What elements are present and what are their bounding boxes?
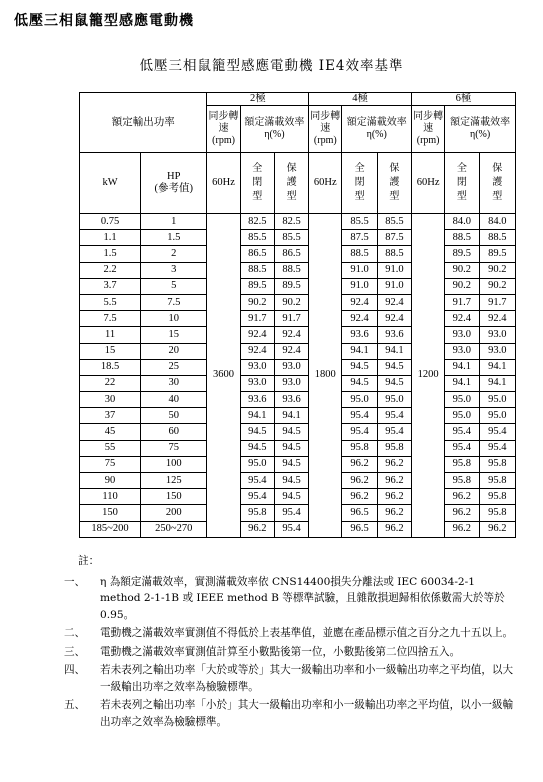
efficiency-enclosed-cell: 94.1 [445, 375, 479, 391]
protected-header [377, 153, 411, 214]
note-text: 電動機之滿載效率實測值計算至小數點後第一位，小數點後第二位四捨五入。 [100, 645, 461, 658]
efficiency-protected-cell: 95.4 [479, 440, 516, 456]
efficiency-enclosed-cell: 92.4 [342, 311, 377, 327]
kw-cell: 90 [80, 473, 141, 489]
efficiency-enclosed-cell: 87.5 [342, 230, 377, 246]
efficiency-enclosed-cell: 85.5 [342, 214, 377, 230]
notes-list [64, 574, 518, 731]
hp-cell: 200 [141, 505, 207, 521]
efficiency-enclosed-cell: 91.7 [240, 311, 274, 327]
efficiency-protected-cell: 95.4 [274, 505, 308, 521]
efficiency-enclosed-cell: 93.0 [240, 375, 274, 391]
efficiency-protected-cell: 92.4 [479, 311, 516, 327]
efficiency-enclosed-cell: 96.2 [445, 505, 479, 521]
efficiency-enclosed-cell: 82.5 [240, 214, 274, 230]
table-row [80, 392, 516, 408]
efficiency-enclosed-cell: 94.5 [240, 424, 274, 440]
efficiency-enclosed-cell: 96.2 [342, 489, 377, 505]
efficiency-enclosed-cell: 94.1 [445, 359, 479, 375]
efficiency-enclosed-cell: 95.8 [342, 440, 377, 456]
efficiency-protected-cell: 93.6 [377, 327, 411, 343]
efficiency-enclosed-cell: 88.5 [342, 246, 377, 262]
kw-cell: 110 [80, 489, 141, 505]
efficiency-enclosed-cell: 95.0 [342, 392, 377, 408]
efficiency-enclosed-cell: 94.1 [342, 343, 377, 359]
efficiency-protected-cell: 91.7 [274, 311, 308, 327]
efficiency-protected-cell: 91.0 [377, 262, 411, 278]
efficiency-enclosed-cell: 84.0 [445, 214, 479, 230]
efficiency-enclosed-cell: 95.4 [342, 424, 377, 440]
hp-cell: 20 [141, 343, 207, 359]
efficiency-protected-cell: 95.0 [479, 392, 516, 408]
efficiency-protected-cell: 95.8 [479, 505, 516, 521]
efficiency-protected-cell: 89.5 [274, 278, 308, 294]
table-row [80, 489, 516, 505]
efficiency-header: 額定滿載效率 η(%) [445, 106, 516, 153]
efficiency-enclosed-cell: 92.4 [240, 343, 274, 359]
efficiency-enclosed-cell: 95.4 [240, 489, 274, 505]
kw-cell: 185~200 [80, 521, 141, 537]
table-row [80, 505, 516, 521]
efficiency-enclosed-cell: 94.1 [240, 408, 274, 424]
efficiency-protected-cell: 90.2 [274, 294, 308, 310]
kw-cell: 5.5 [80, 294, 141, 310]
efficiency-enclosed-cell: 95.4 [240, 473, 274, 489]
kw-cell: 15 [80, 343, 141, 359]
protected-label: 保護型 [492, 163, 503, 202]
hp-label: HP [167, 171, 181, 182]
sync-speed-cell: 3600 [207, 214, 240, 538]
pole-2-header: 2極 [207, 93, 309, 106]
freq-header: 60Hz [309, 153, 342, 214]
efficiency-protected-cell: 94.5 [274, 424, 308, 440]
efficiency-enclosed-cell: 85.5 [240, 230, 274, 246]
efficiency-enclosed-cell: 94.5 [342, 359, 377, 375]
efficiency-enclosed-cell: 93.0 [445, 343, 479, 359]
efficiency-protected-cell: 96.2 [377, 489, 411, 505]
efficiency-enclosed-cell: 94.5 [240, 440, 274, 456]
efficiency-protected-cell: 95.0 [479, 408, 516, 424]
efficiency-enclosed-cell: 95.8 [445, 456, 479, 472]
efficiency-protected-cell: 91.0 [377, 278, 411, 294]
efficiency-enclosed-cell: 93.6 [342, 327, 377, 343]
table-row [80, 408, 516, 424]
efficiency-enclosed-cell: 96.2 [445, 521, 479, 537]
document-heading: 低壓三相鼠籠型感應電動機 [14, 13, 194, 29]
efficiency-protected-cell: 95.8 [377, 440, 411, 456]
hp-cell: 7.5 [141, 294, 207, 310]
table-title: 低壓三相鼠籠型感應電動機 IE4效率基準 [139, 58, 404, 74]
efficiency-enclosed-cell: 91.7 [445, 294, 479, 310]
efficiency-table [79, 92, 516, 538]
efficiency-protected-cell: 95.4 [377, 424, 411, 440]
efficiency-enclosed-cell: 89.5 [445, 246, 479, 262]
efficiency-protected-cell: 92.4 [377, 294, 411, 310]
kw-cell: 45 [80, 424, 141, 440]
efficiency-protected-cell: 93.0 [274, 359, 308, 375]
sync-speed-cell: 1800 [309, 214, 342, 538]
efficiency-protected-cell: 93.0 [274, 375, 308, 391]
efficiency-protected-cell: 94.5 [377, 359, 411, 375]
hp-cell: 75 [141, 440, 207, 456]
efficiency-enclosed-cell: 93.6 [240, 392, 274, 408]
enclosed-header [445, 153, 479, 214]
efficiency-protected-cell: 93.6 [274, 392, 308, 408]
hp-header [141, 153, 207, 214]
kw-cell: 18.5 [80, 359, 141, 375]
enclosed-label: 全閉型 [252, 163, 263, 202]
efficiency-enclosed-cell: 96.2 [342, 456, 377, 472]
table-row [80, 246, 516, 262]
note-number: 二、 [64, 627, 86, 639]
table-row [80, 214, 516, 230]
notes-label: 註： [78, 555, 100, 567]
efficiency-protected-cell: 90.2 [479, 262, 516, 278]
efficiency-protected-cell: 95.4 [274, 521, 308, 537]
efficiency-enclosed-cell: 91.0 [342, 278, 377, 294]
kw-cell: 2.2 [80, 262, 141, 278]
hp-cell: 150 [141, 489, 207, 505]
efficiency-enclosed-cell: 89.5 [240, 278, 274, 294]
efficiency-protected-cell: 94.1 [377, 343, 411, 359]
efficiency-protected-cell: 89.5 [479, 246, 516, 262]
note-text: η 為額定滿載效率，實測滿載效率依 CNS14400損失分離法或 IEC 60034-2-1 method 2-1-1B 或 IEEE method B 等標準試驗，且雜散損迴歸相依係數需大於等於0.95。 [100, 575, 505, 621]
hp-cell: 60 [141, 424, 207, 440]
kw-cell: 1.1 [80, 230, 141, 246]
efficiency-protected-cell: 96.2 [479, 521, 516, 537]
efficiency-protected-cell: 85.5 [274, 230, 308, 246]
efficiency-enclosed-cell: 95.8 [240, 505, 274, 521]
freq-header: 60Hz [412, 153, 445, 214]
kw-cell: 37 [80, 408, 141, 424]
efficiency-protected-cell: 94.5 [274, 440, 308, 456]
hp-cell: 25 [141, 359, 207, 375]
efficiency-enclosed-cell: 92.4 [240, 327, 274, 343]
efficiency-enclosed-cell: 95.4 [445, 424, 479, 440]
efficiency-enclosed-cell: 92.4 [445, 311, 479, 327]
efficiency-protected-cell: 84.0 [479, 214, 516, 230]
protected-label: 保護型 [389, 163, 400, 202]
table-row [80, 343, 516, 359]
table-row [80, 278, 516, 294]
sync-speed-header: 同步轉速(rpm) [207, 106, 240, 153]
efficiency-protected-cell: 92.4 [274, 327, 308, 343]
efficiency-protected-cell: 88.5 [479, 230, 516, 246]
hp-cell: 15 [141, 327, 207, 343]
efficiency-enclosed-cell: 95.8 [445, 473, 479, 489]
efficiency-protected-cell: 95.4 [479, 424, 516, 440]
efficiency-protected-cell: 85.5 [377, 214, 411, 230]
hp-cell: 5 [141, 278, 207, 294]
efficiency-protected-cell: 96.2 [377, 473, 411, 489]
efficiency-protected-cell: 91.7 [479, 294, 516, 310]
table-row [80, 521, 516, 537]
efficiency-protected-cell: 87.5 [377, 230, 411, 246]
table-row [80, 375, 516, 391]
efficiency-protected-cell: 92.4 [274, 343, 308, 359]
kw-cell: 22 [80, 375, 141, 391]
efficiency-enclosed-cell: 95.0 [445, 392, 479, 408]
efficiency-enclosed-cell: 88.5 [445, 230, 479, 246]
efficiency-protected-cell: 94.5 [377, 375, 411, 391]
table-row [80, 440, 516, 456]
kw-cell: 150 [80, 505, 141, 521]
table-row [80, 294, 516, 310]
hp-cell: 30 [141, 375, 207, 391]
sync-speed-header: 同步轉速(rpm) [412, 106, 445, 153]
note-item [64, 625, 518, 642]
notes-section [64, 553, 518, 730]
efficiency-protected-cell: 95.8 [479, 456, 516, 472]
efficiency-protected-cell: 94.5 [274, 489, 308, 505]
note-text: 若未表列之輸出功率「小於」其大一級輸出功率和小一級輸出功率之平均值，以小一級輸出功率之效率為檢驗標準。 [100, 699, 514, 728]
note-text: 電動機之滿載效率實測值不得低於上表基準值，並應在產品標示值之百分之九十五以上。 [100, 627, 514, 639]
table-row [80, 473, 516, 489]
pole-6-header: 6極 [412, 93, 516, 106]
kw-cell: 3.7 [80, 278, 141, 294]
efficiency-enclosed-cell: 96.2 [445, 489, 479, 505]
sync-speed-header: 同步轉速(rpm) [309, 106, 342, 153]
table-row [80, 311, 516, 327]
note-number: 三、 [64, 645, 86, 658]
efficiency-protected-cell: 88.5 [274, 262, 308, 278]
efficiency-protected-cell: 94.1 [479, 359, 516, 375]
efficiency-enclosed-cell: 95.4 [342, 408, 377, 424]
efficiency-enclosed-cell: 96.2 [240, 521, 274, 537]
kw-cell: 55 [80, 440, 141, 456]
table-row [80, 327, 516, 343]
efficiency-protected-cell: 94.5 [274, 456, 308, 472]
efficiency-enclosed-cell: 90.2 [445, 278, 479, 294]
efficiency-enclosed-cell: 88.5 [240, 262, 274, 278]
efficiency-enclosed-cell: 93.0 [445, 327, 479, 343]
hp-cell: 1.5 [141, 230, 207, 246]
hp-cell: 1 [141, 214, 207, 230]
efficiency-protected-cell: 95.4 [377, 408, 411, 424]
efficiency-enclosed-cell: 94.5 [342, 375, 377, 391]
efficiency-enclosed-cell: 96.5 [342, 505, 377, 521]
efficiency-protected-cell: 95.0 [377, 392, 411, 408]
efficiency-enclosed-cell: 96.5 [342, 521, 377, 537]
kw-cell: 11 [80, 327, 141, 343]
efficiency-enclosed-cell: 90.2 [445, 262, 479, 278]
hp-cell: 50 [141, 408, 207, 424]
efficiency-protected-cell: 86.5 [274, 246, 308, 262]
table-row [80, 456, 516, 472]
note-number: 五、 [64, 699, 86, 711]
hp-cell: 40 [141, 392, 207, 408]
hp-cell: 100 [141, 456, 207, 472]
efficiency-enclosed-cell: 93.0 [240, 359, 274, 375]
kw-cell: 7.5 [80, 311, 141, 327]
efficiency-protected-cell: 96.2 [377, 505, 411, 521]
efficiency-enclosed-cell: 95.0 [240, 456, 274, 472]
enclosed-header [240, 153, 274, 214]
efficiency-enclosed-cell: 90.2 [240, 294, 274, 310]
hp-note: (參考值) [154, 183, 193, 194]
efficiency-protected-cell: 88.5 [377, 246, 411, 262]
efficiency-protected-cell: 95.8 [479, 489, 516, 505]
note-number: 一、 [64, 575, 86, 588]
note-item [64, 574, 518, 624]
efficiency-protected-cell: 93.0 [479, 343, 516, 359]
freq-header: 60Hz [207, 153, 240, 214]
note-item [64, 697, 518, 730]
efficiency-protected-cell: 94.1 [479, 375, 516, 391]
efficiency-protected-cell: 82.5 [274, 214, 308, 230]
efficiency-protected-cell: 93.0 [479, 327, 516, 343]
efficiency-enclosed-cell: 86.5 [240, 246, 274, 262]
sync-speed-cell: 1200 [412, 214, 445, 538]
efficiency-enclosed-cell: 95.4 [445, 440, 479, 456]
note-item [64, 644, 518, 661]
note-item [64, 662, 518, 695]
table-row [80, 359, 516, 375]
efficiency-protected-cell: 90.2 [479, 278, 516, 294]
efficiency-protected-cell: 94.5 [274, 473, 308, 489]
note-number: 四、 [64, 664, 86, 676]
hp-cell: 250~270 [141, 521, 207, 537]
kw-header: kW [80, 153, 141, 214]
enclosed-label: 全閉型 [354, 163, 365, 202]
efficiency-protected-cell: 95.8 [479, 473, 516, 489]
hp-cell: 10 [141, 311, 207, 327]
enclosed-label: 全閉型 [456, 163, 467, 202]
kw-cell: 30 [80, 392, 141, 408]
table-row [80, 230, 516, 246]
kw-cell: 0.75 [80, 214, 141, 230]
table-row [80, 424, 516, 440]
efficiency-header: 額定滿載效率 η(%) [240, 106, 309, 153]
protected-header [274, 153, 308, 214]
enclosed-header [342, 153, 377, 214]
efficiency-enclosed-cell: 91.0 [342, 262, 377, 278]
efficiency-protected-cell: 92.4 [377, 311, 411, 327]
hp-cell: 125 [141, 473, 207, 489]
efficiency-enclosed-cell: 96.2 [342, 473, 377, 489]
kw-cell: 75 [80, 456, 141, 472]
efficiency-protected-cell: 96.2 [377, 521, 411, 537]
efficiency-header: 額定滿載效率 η(%) [342, 106, 412, 153]
hp-cell: 2 [141, 246, 207, 262]
table-row [80, 262, 516, 278]
rated-output-header: 額定輸出功率 [80, 93, 207, 153]
efficiency-enclosed-cell: 95.0 [445, 408, 479, 424]
efficiency-protected-cell: 96.2 [377, 456, 411, 472]
note-text: 若未表列之輸出功率「大於或等於」其大一級輸出功率和小一級輸出功率之平均值，以大一級輸出功率之效率為檢驗標準。 [100, 664, 514, 693]
hp-cell: 3 [141, 262, 207, 278]
protected-header [479, 153, 516, 214]
kw-cell: 1.5 [80, 246, 141, 262]
efficiency-enclosed-cell: 92.4 [342, 294, 377, 310]
pole-4-header: 4極 [309, 93, 412, 106]
protected-label: 保護型 [286, 163, 297, 202]
efficiency-protected-cell: 94.1 [274, 408, 308, 424]
